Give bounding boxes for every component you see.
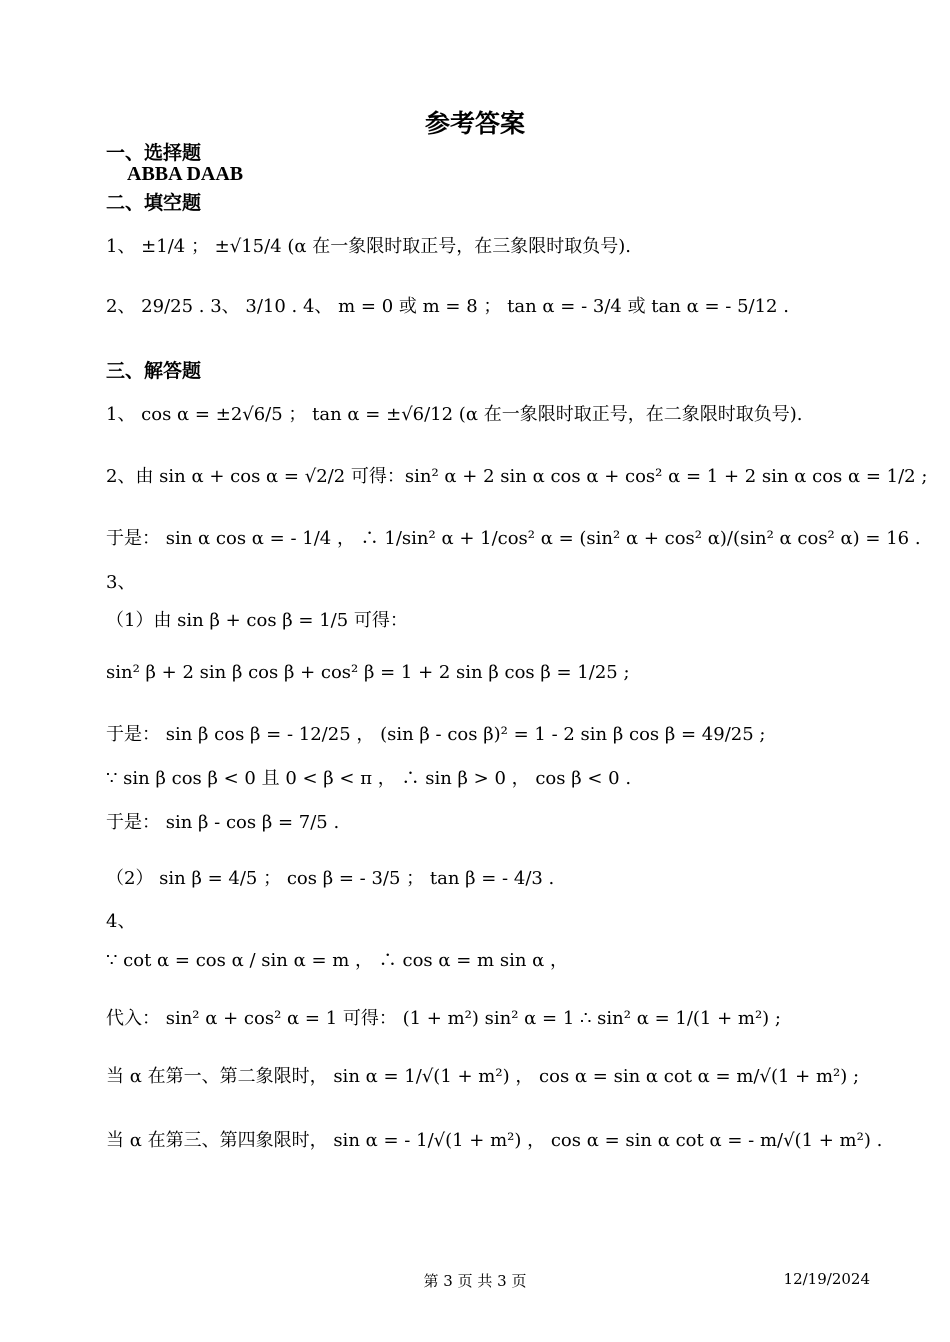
solve-line: ∵ sin β cos β < 0 且 0 < β < π ， ∴ sin β > 0 ， cos β < 0 .	[106, 768, 632, 789]
solve-line: 4、	[106, 911, 136, 932]
footer-page-number: 第 3 页 共 3 页	[423, 1272, 527, 1290]
solve-line: 于是： sin β cos β = - 12/25 ， (sin β - cos β)² = 1 - 2 sin β cos β = 49/25 ;	[106, 724, 766, 745]
solve-line: （2） sin β = 4/5 ； cos β = - 3/5 ； tan β = - 4/3 .	[106, 868, 555, 889]
solve-line: 2、由 sin α + cos α = √2/2 可得：sin² α + 2 sin α cos α + cos² α = 1 + 2 sin α cos α = 1/2 ;	[106, 466, 928, 487]
page-title: 参考答案	[424, 109, 525, 138]
solve-line: 当 α 在第一、第二象限时， sin α = 1/√(1 + m²) ， cos α = sin α cot α = m/√(1 + m²) ;	[106, 1066, 860, 1087]
section-heading-choice: 一、选择题	[106, 142, 202, 164]
choice-answers: ABBA DAAB	[127, 163, 244, 185]
solve-line: （1）由 sin β + cos β = 1/5 可得：	[106, 610, 408, 631]
section-heading-fill: 二、填空题	[106, 192, 202, 214]
solve-line: ∵ cot α = cos α / sin α = m ， ∴ cos α = m sin α ，	[106, 950, 569, 971]
solve-line: 当 α 在第三、第四象限时， sin α = - 1/√(1 + m²) ， cos α = sin α cot α = - m/√(1 + m²) .	[106, 1130, 883, 1151]
solve-line: 于是： sin β - cos β = 7/5 .	[106, 812, 340, 833]
fill-answer-2-4: 2、 29/25 . 3、 3/10 . 4、 m = 0 或 m = 8 ； tan α = - 3/4 或 tan α = - 5/12 .	[106, 296, 789, 317]
solve-line: 3、	[106, 572, 136, 593]
solve-line: 于是： sin α cos α = - 1/4 ， ∴ 1/sin² α + 1/cos² α = (sin² α + cos² α)/(sin² α cos² α) = 16 .	[106, 528, 921, 549]
solve-line: 代入： sin² α + cos² α = 1 可得： (1 + m²) sin² α = 1 ∴ sin² α = 1/(1 + m²) ;	[106, 1008, 781, 1029]
solve-line: 1、 cos α = ±2√6/5 ； tan α = ±√6/12 (α 在一象限时取正号，在二象限时取负号).	[106, 404, 803, 425]
footer-date: 12/19/2024	[783, 1270, 870, 1288]
section-heading-solve: 三、解答题	[106, 360, 202, 382]
fill-answer-1: 1、 ±1/4 ； ±√15/4 (α 在一象限时取正号，在三象限时取负号).	[106, 236, 632, 257]
solve-line: sin² β + 2 sin β cos β + cos² β = 1 + 2 sin β cos β = 1/25 ;	[106, 662, 630, 683]
